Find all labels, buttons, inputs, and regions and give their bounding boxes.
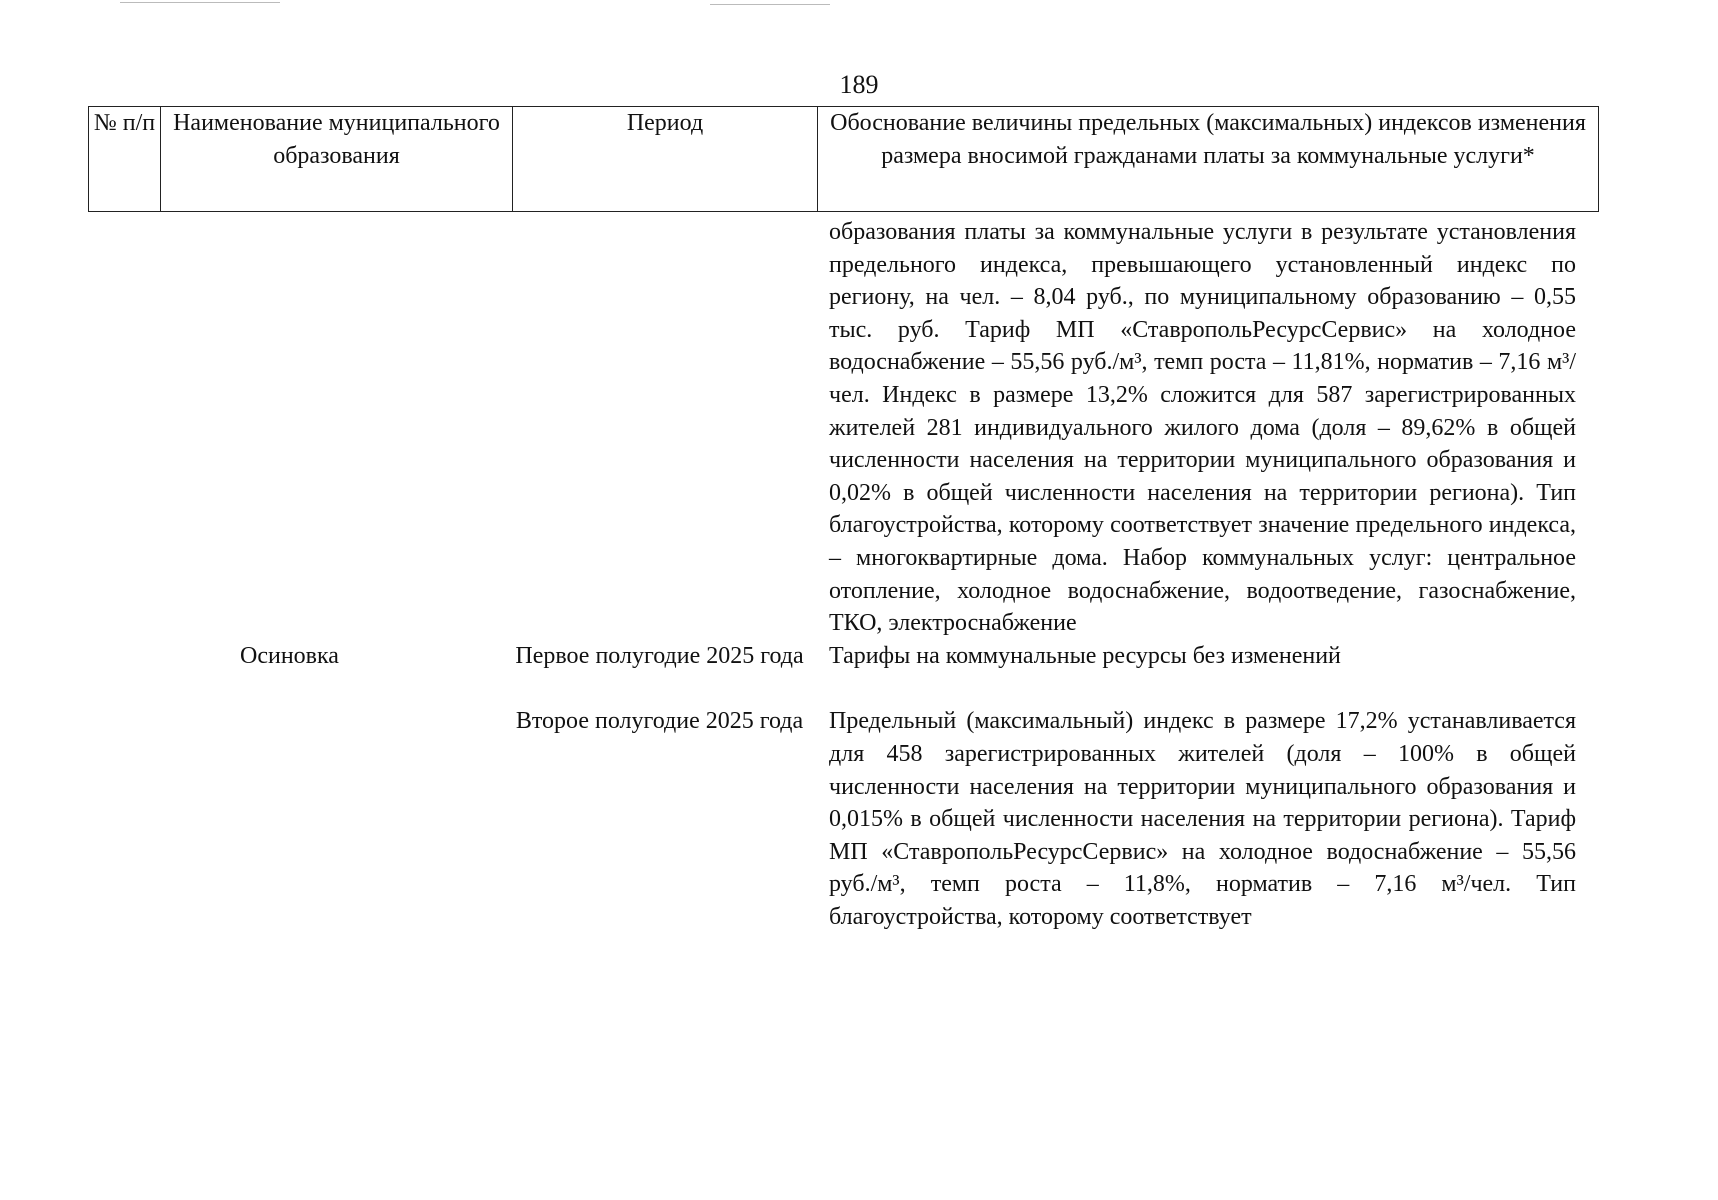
scan-artifact-line xyxy=(710,4,830,5)
entry-justification-first-half xyxy=(817,640,1598,706)
header-col-municipality: Наименование муниципального образования xyxy=(161,107,513,212)
table-body xyxy=(88,216,1598,933)
header-col-justification: Обоснование величины предельных (максимальных) индексов изменения размера вносимой гражданами платы за коммунальные услуги* xyxy=(818,107,1599,212)
continued-justification-text: образования платы за коммунальные услуги в результате установления предельного индекса, превышающего установленный индекс по региону, на чел. – 8,04 руб., по муниципальному образованию – 0,55 тыс. руб. Тариф МП «СтавропольРесурсСервис» на холодное водоснабжение – 55,56 руб./м³, темп роста – 11,81%, норматив – 7,16 м³/чел. Индекс в размере 13,2% сложится для 587 зарегистрированных жителей 281 индивидуального жилого дома (доля – 89,62% в общей численности населения на территории муниципального образования и 0,02% в общей численности населения на территории региона). Тип благоустройства, которому соответствует значение предельного индекса, – многоквартирные дома. Набор коммунальных услуг: центральное отопление, холодное водоснабжение, водоотведение, газоснабжение, ТКО, электроснабжение xyxy=(829,219,1576,637)
entry-period-second-half: Второе полугодие 2025 года xyxy=(515,708,804,735)
continued-name-cell xyxy=(160,216,512,640)
page-number: 189 xyxy=(839,70,879,99)
header-col-period: Период xyxy=(513,107,818,212)
entry-number-cell xyxy=(88,640,160,706)
header-col-number: № п/п xyxy=(89,107,161,212)
justification-second-half-text: Предельный (максимальный) индекс в размере 17,2% устанавливается для 458 зарегистрированных жителей (доля – 100% в общей численности населения на территории муниципального образования и 0,015% в общей численности населения на территории региона). Тариф МП «СтавропольРесурсСервис» на холодное водоснабжение – 55,56 руб./м³, темп роста – 11,8%, норматив – 7,16 м³/чел. Тип благоустройства, которому соответствует xyxy=(829,708,1576,930)
scan-artifact-line xyxy=(120,2,280,3)
table-header xyxy=(88,106,1599,212)
entry-period-first-half: Первое полугодие 2025 года xyxy=(515,642,804,669)
continued-number-cell xyxy=(88,216,160,640)
entry-municipality-name: Осиновка xyxy=(240,642,339,669)
continued-justification-cell xyxy=(817,216,1598,640)
continued-period-cell xyxy=(512,216,817,640)
entry-number-cell-2 xyxy=(88,705,160,933)
justification-first-half-text: Тарифы на коммунальные ресурсы без изменений xyxy=(829,642,1341,669)
entry-municipality-name-2 xyxy=(160,705,512,933)
entry-justification-second-half xyxy=(817,705,1598,933)
